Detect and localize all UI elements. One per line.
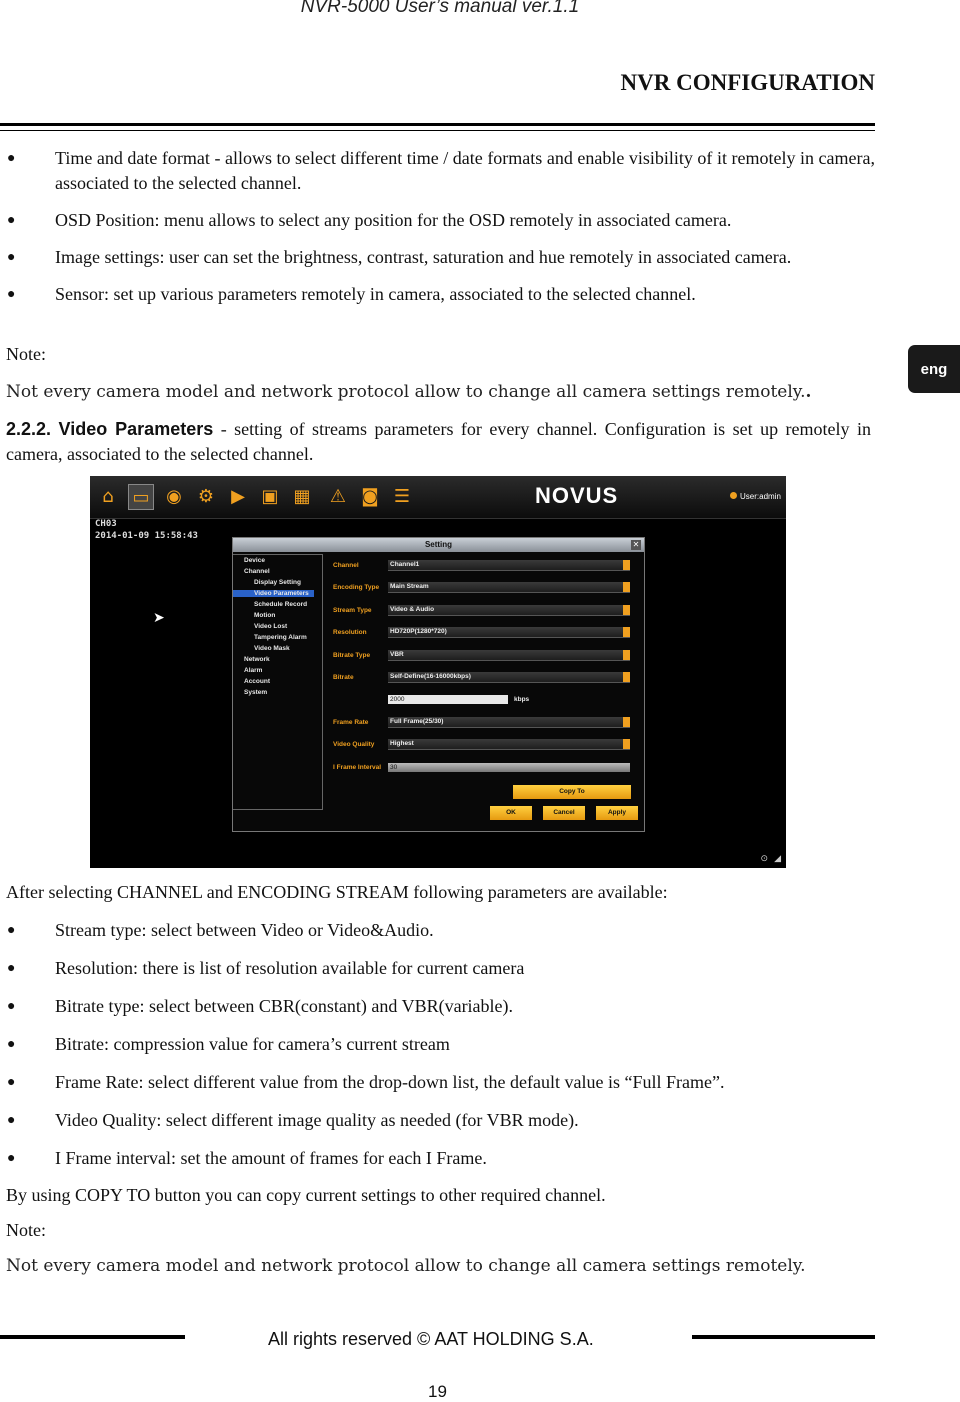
bitrate-type-select[interactable]: VBR <box>388 650 630 661</box>
camera-icon[interactable]: ◉ <box>166 485 182 507</box>
encoding-type-label: Encoding Type <box>333 584 380 591</box>
list-item: ● Resolution: there is list of resolution available for current camera <box>0 956 875 981</box>
dialog-title: Setting <box>233 538 644 552</box>
copy-to-button[interactable]: Copy To <box>513 785 631 799</box>
encoding-type-select[interactable]: Main Stream <box>388 582 630 593</box>
fullscreen-icon[interactable]: ⊙ <box>760 854 768 864</box>
bullet-icon: ● <box>7 923 16 938</box>
chevron-down-icon <box>623 627 630 637</box>
menu-item-tampering-alarm[interactable]: Tampering Alarm <box>254 634 307 641</box>
settings-menu <box>233 554 323 810</box>
list-item: ● OSD Position: menu allows to select any position for the OSD remotely in associated camera. <box>0 208 875 233</box>
note-text: Not every camera model and network protocol allow to change all camera settings remotely. <box>6 1256 806 1276</box>
list-item: ● Frame Rate: select different value from the drop-down list, the default value is “Full Frame”. <box>0 1070 875 1095</box>
nvr-toolbar <box>90 476 786 519</box>
bullet-icon: ● <box>7 1037 16 1052</box>
mouse-cursor-icon: ➤ <box>153 610 165 626</box>
list-item: ● Sensor: set up various parameters remotely in camera, associated to the selected channel. <box>0 282 875 307</box>
chevron-down-icon <box>623 672 630 682</box>
menu-item-device[interactable]: Device <box>244 557 265 564</box>
clapper-icon[interactable]: ▦ <box>293 485 311 507</box>
menu-item-channel[interactable]: Channel <box>244 568 270 575</box>
running-header: NVR-5000 User’s manual ver.1.1 <box>300 0 580 17</box>
display-icon[interactable]: ▭ <box>128 484 154 510</box>
gear-icon[interactable]: ⚙ <box>197 485 215 507</box>
chevron-down-icon <box>623 582 630 592</box>
footer-rule-right <box>692 1335 875 1339</box>
menu-item-video-lost[interactable]: Video Lost <box>254 623 288 630</box>
bitrate-label: Bitrate <box>333 674 354 681</box>
note-label: Note: <box>6 1220 46 1240</box>
channel-label: Channel <box>333 562 359 569</box>
list-icon[interactable]: ☰ <box>393 485 411 507</box>
nvr-screenshot <box>90 476 786 868</box>
top-bullet-list <box>0 146 875 319</box>
user-icon <box>730 492 737 499</box>
footer-rights: All rights reserved © AAT HOLDING S.A. <box>268 1329 594 1349</box>
menu-item-system[interactable]: System <box>244 689 268 696</box>
section-title: NVR CONFIGURATION <box>620 70 875 95</box>
list-item: ● Stream type: select between Video or Video&Audio. <box>0 918 875 943</box>
play-icon[interactable]: ▶ <box>231 485 245 507</box>
bullet-icon: ● <box>7 1113 16 1128</box>
after-selecting-text: After selecting CHANNEL and ENCODING STREAM following parameters are available: <box>6 882 668 902</box>
resolution-label: Resolution <box>333 629 367 636</box>
stream-type-label: Stream Type <box>333 607 372 614</box>
list-item: ● Bitrate type: select between CBR(constant) and VBR(variable). <box>0 994 875 1019</box>
datetime-osd: 2014-01-09 15:58:43 <box>95 531 198 541</box>
bottom-bullet-list <box>0 918 875 1184</box>
frame-rate-select[interactable]: Full Frame(25/30) <box>388 717 630 728</box>
header-rule <box>0 123 875 126</box>
cancel-button[interactable]: Cancel <box>543 806 585 820</box>
bullet-icon: ● <box>7 287 16 302</box>
bullet-icon: ● <box>7 999 16 1014</box>
header-rule-thin <box>0 130 875 131</box>
alert-icon[interactable]: ⚠ <box>329 485 347 507</box>
list-item: ● Image settings: user can set the brightness, contrast, saturation and hue remotely in associated camera. <box>0 245 875 270</box>
menu-item-display-setting[interactable]: Display Setting <box>254 579 301 586</box>
section-heading: 2.2.2. Video Parameters - setting of streams parameters for every channel. Configuration is set up remotely in camera, associated to the selected channel. <box>6 419 871 464</box>
note-label: Note: <box>6 344 46 364</box>
chevron-down-icon <box>623 717 630 727</box>
language-tab: eng <box>908 345 960 393</box>
menu-item-account[interactable]: Account <box>244 678 270 685</box>
footer-rule-left <box>0 1335 185 1339</box>
page-number: 19 <box>428 1382 447 1401</box>
menu-item-alarm[interactable]: Alarm <box>244 667 263 674</box>
save-icon[interactable]: ▣ <box>261 485 279 507</box>
frame-rate-label: Frame Rate <box>333 719 369 726</box>
video-quality-select[interactable]: Highest <box>388 739 630 750</box>
menu-item-network[interactable]: Network <box>244 656 270 663</box>
home-icon[interactable]: ⌂ <box>102 485 114 507</box>
list-item: ● Time and date format - allows to select different time / date formats and enable visibility of it remotely in camera, associated to the selected channel. <box>7 148 875 193</box>
channel-osd: CH03 <box>95 519 117 529</box>
bullet-icon: ● <box>7 213 16 228</box>
user-label: User:admin <box>740 492 781 501</box>
apply-button[interactable]: Apply <box>596 806 638 820</box>
ok-button[interactable]: OK <box>490 806 532 820</box>
bitrate-input[interactable]: 2000 <box>388 695 508 704</box>
chevron-down-icon <box>623 739 630 749</box>
bullet-icon: ● <box>7 1151 16 1166</box>
chevron-down-icon <box>623 605 630 615</box>
resolution-select[interactable]: HD720P(1280*720) <box>388 627 630 638</box>
iframe-interval-label: I Frame Interval <box>333 764 382 771</box>
video-quality-label: Video Quality <box>333 741 375 748</box>
chevron-down-icon <box>623 560 630 570</box>
bullet-icon: ● <box>7 1075 16 1090</box>
menu-item-video-mask[interactable]: Video Mask <box>254 645 290 652</box>
chevron-down-icon <box>623 650 630 660</box>
bitrate-type-label: Bitrate Type <box>333 652 371 659</box>
bullet-icon: ● <box>7 961 16 976</box>
bitrate-select[interactable]: Self-Define(16-16000kbps) <box>388 672 630 683</box>
note-text: Not every camera model and network protocol allow to change all camera settings remotely.. <box>6 382 812 402</box>
list-item: ● Bitrate: compression value for camera’s current stream <box>0 1032 875 1057</box>
snapshot-icon[interactable]: ◙ <box>361 485 379 507</box>
setting-dialog <box>232 537 645 832</box>
menu-item-schedule-record[interactable]: Schedule Record <box>254 601 308 608</box>
bitrate-unit: kbps <box>514 696 530 703</box>
menu-item-motion[interactable]: Motion <box>254 612 276 619</box>
iframe-interval-input[interactable]: 30 <box>388 763 630 772</box>
brand-logo: NOVUS <box>535 483 619 508</box>
list-item: ● I Frame interval: set the amount of frames for each I Frame. <box>0 1146 875 1171</box>
channel-select[interactable]: Channel1 <box>388 560 630 571</box>
list-item: ● Video Quality: select different image quality as needed (for VBR mode). <box>0 1108 875 1133</box>
copy-to-text: By using COPY TO button you can copy current settings to other required channel. <box>6 1185 606 1205</box>
close-icon[interactable]: ✕ <box>632 540 640 549</box>
bullet-icon: ● <box>7 151 16 166</box>
bullet-icon: ● <box>7 250 16 265</box>
stream-type-select[interactable]: Video & Audio <box>388 605 630 616</box>
menu-item-video-parameters[interactable]: Video Parameters <box>233 590 314 597</box>
resize-icon[interactable]: ◢ <box>774 854 781 864</box>
